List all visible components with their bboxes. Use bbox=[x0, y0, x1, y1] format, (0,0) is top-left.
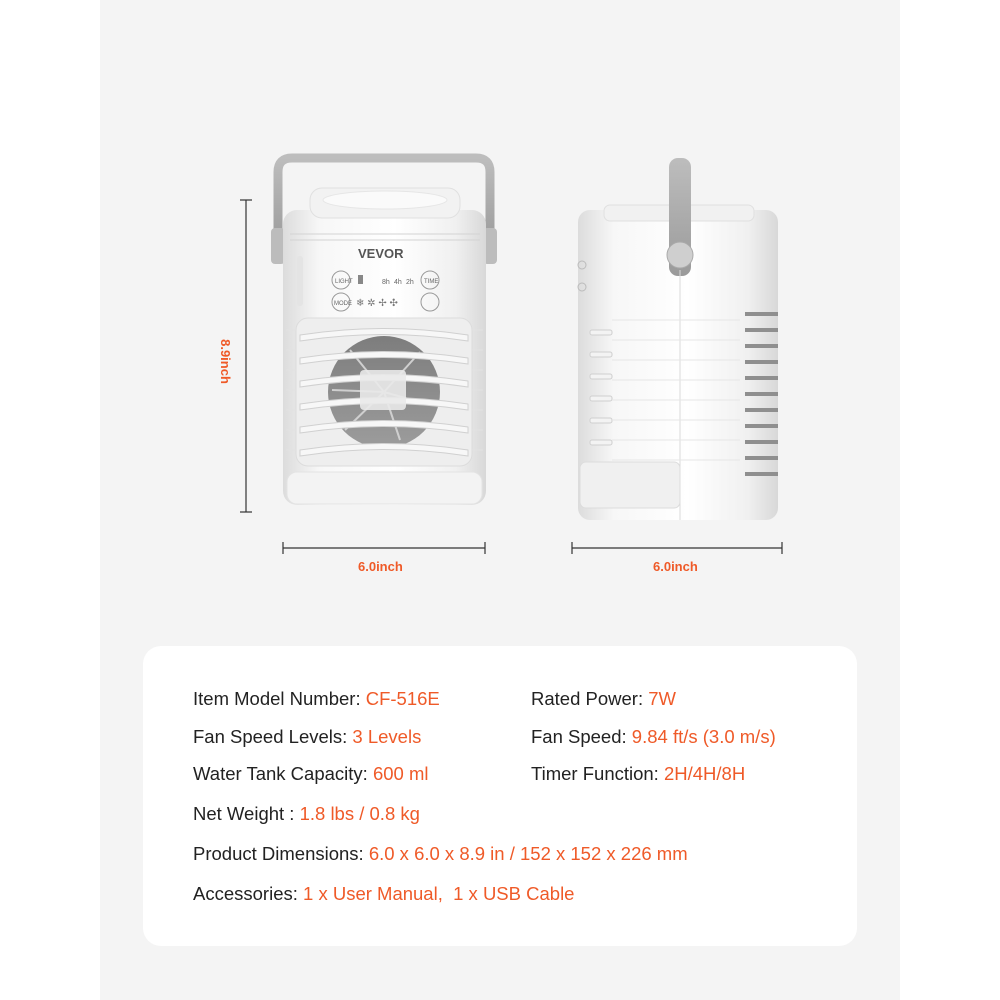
spec-value: 7W bbox=[648, 688, 676, 709]
side-view bbox=[578, 158, 778, 520]
svg-text:MODE: MODE bbox=[334, 301, 352, 307]
svg-text:LIGHT: LIGHT bbox=[335, 279, 353, 285]
brand-logo: VEVOR bbox=[358, 246, 404, 261]
spec-label: Fan Speed: bbox=[531, 726, 632, 747]
spec-value: 1 x User Manual, 1 x USB Cable bbox=[303, 883, 575, 904]
spec-value: 6.0 x 6.0 x 8.9 in / 152 x 152 x 226 mm bbox=[368, 843, 688, 864]
front-view bbox=[271, 158, 497, 505]
spec-label: Timer Function: bbox=[531, 763, 664, 784]
spec-timer bbox=[531, 763, 745, 785]
spec-card bbox=[143, 646, 857, 946]
spec-tank bbox=[193, 763, 428, 785]
spec-value: 2H/4H/8H bbox=[663, 763, 746, 784]
spec-value: 9.84 ft/s (3.0 m/s) bbox=[631, 726, 776, 747]
spec-label: Fan Speed Levels: bbox=[193, 726, 353, 747]
spec-label: Rated Power: bbox=[531, 688, 649, 709]
spec-value: 1.8 lbs / 0.8 kg bbox=[299, 803, 420, 824]
spec-value: CF-516E bbox=[365, 688, 440, 709]
svg-text:2h: 2h bbox=[406, 279, 414, 286]
svg-text:4h: 4h bbox=[394, 279, 402, 286]
svg-text:8h: 8h bbox=[382, 279, 390, 286]
spec-label: Water Tank Capacity: bbox=[193, 763, 373, 784]
spec-accessories bbox=[193, 883, 574, 905]
spec-value: 3 Levels bbox=[352, 726, 422, 747]
spec-model bbox=[193, 688, 440, 710]
svg-text:❄ ✲ ✢ ✣: ❄ ✲ ✢ ✣ bbox=[356, 298, 398, 309]
side-width-dimension-label: 6.0inch bbox=[653, 559, 698, 574]
spec-value: 600 ml bbox=[372, 763, 429, 784]
spec-speed-levels bbox=[193, 726, 421, 748]
spec-weight bbox=[193, 803, 420, 825]
spec-power bbox=[531, 688, 676, 710]
height-dimension-label: 8.9inch bbox=[217, 339, 233, 384]
spec-dimensions bbox=[193, 843, 688, 865]
spec-fan-speed bbox=[531, 726, 776, 748]
spec-label: Accessories: bbox=[193, 883, 304, 904]
spec-label: Product Dimensions: bbox=[193, 843, 369, 864]
svg-text:TIME: TIME bbox=[424, 279, 439, 285]
spec-label: Item Model Number: bbox=[193, 688, 366, 709]
front-width-dimension-label: 6.0inch bbox=[358, 559, 403, 574]
spec-label: Net Weight : bbox=[193, 803, 300, 824]
